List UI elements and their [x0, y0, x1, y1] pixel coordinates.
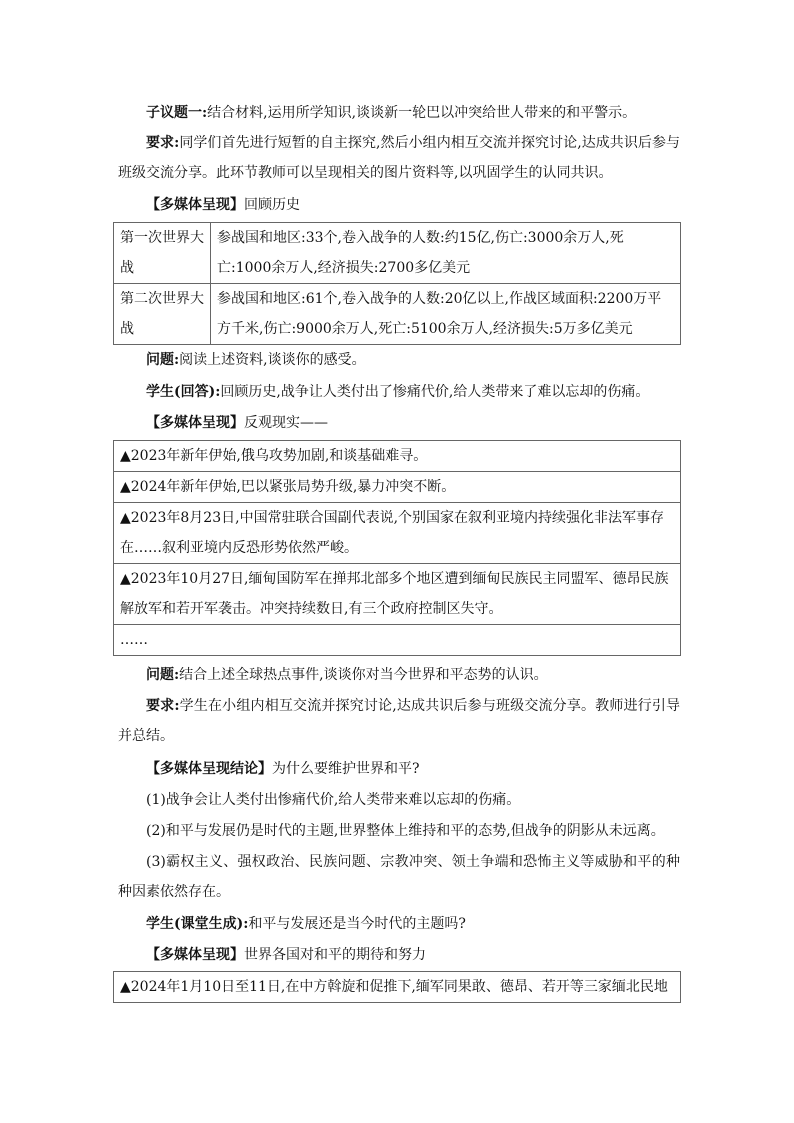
requirement-2-text: 学生在小组内相互交流并探究讨论,达成共识后参与班级交流分享。教师进行引导并总结。 — [118, 698, 681, 744]
news-item: …… — [114, 625, 681, 656]
conclusion-item: (2)和平与发展仍是时代的主题,世界整体上维持和平的态势,但战争的阴影从未远离。 — [146, 823, 665, 839]
topic-1 — [118, 98, 680, 128]
table-row — [114, 503, 681, 564]
peace-efforts-table — [113, 971, 681, 1003]
requirement-1-label: 要求: — [146, 135, 180, 151]
student-answer-1-text: 回顾历史,战争让人类付出了惨痛代价,给人类带来了难以忘却的伤痛。 — [220, 384, 650, 400]
peace-effort-item: ▲2024年1月10日至11日,在中方斡旋和促推下,缅军同果敢、德昂、若开等三家缅北民地 — [114, 972, 681, 1003]
history-table — [113, 222, 681, 345]
table-row — [114, 223, 681, 284]
requirement-2-label: 要求: — [146, 698, 180, 714]
media-heading-1 — [146, 190, 300, 220]
student-answer-2 — [118, 909, 680, 939]
news-item: ▲2024年新年伊始,巴以紧张局势升级,暴力冲突不断。 — [114, 472, 681, 503]
news-item: ▲2023年8月23日,中国常驻联合国副代表说,个别国家在叙利亚境内持续强化非法军事存在……叙利亚境内反恐形势依然严峻。 — [114, 503, 681, 564]
media-heading-2-tag: 【多媒体呈现】 — [146, 415, 244, 431]
question-2-label: 问题: — [146, 667, 180, 683]
student-answer-1-label: 学生(回答): — [146, 384, 221, 400]
table-row — [114, 441, 681, 472]
media-heading-4 — [146, 940, 426, 970]
media-heading-4-tag: 【多媒体呈现】 — [146, 947, 244, 963]
table-row — [114, 472, 681, 503]
history-table-name: 第一次世界大战 — [114, 223, 211, 284]
table-row — [114, 625, 681, 656]
media-heading-1-text: 回顾历史 — [244, 197, 300, 213]
requirement-1-text: 同学们首先进行短暂的自主探究,然后小组内相互交流并探究讨论,达成共识后参与班级交流分享。此环节教师可以呈现相关的图片资料等,以巩固学生的认同共识。 — [118, 135, 681, 181]
question-2 — [118, 660, 680, 690]
student-answer-1 — [118, 377, 680, 407]
media-heading-2 — [146, 408, 328, 438]
news-item: ▲2023年新年伊始,俄乌攻势加剧,和谈基础难寻。 — [114, 441, 681, 472]
question-1-text: 阅读上述资料,谈谈你的感受。 — [179, 352, 366, 368]
question-1-label: 问题: — [146, 352, 180, 368]
media-heading-3 — [146, 754, 420, 784]
media-heading-4-text: 世界各国对和平的期待和努力 — [244, 947, 426, 963]
requirement-1 — [118, 128, 680, 188]
conclusion-item: (1)战争会让人类付出惨痛代价,给人类带来难以忘却的伤痛。 — [146, 792, 521, 808]
media-heading-1-tag: 【多媒体呈现】 — [146, 197, 244, 213]
question-1 — [118, 345, 680, 375]
news-table — [113, 440, 681, 656]
news-item: ▲2023年10月27日,缅甸国防军在掸邦北部多个地区遭到缅甸民族民主同盟军、德昂民族解放军和若开军袭击。冲突持续数日,有三个政府控制区失守。 — [114, 564, 681, 625]
history-table-detail: 参战国和地区:33个,卷入战争的人数:约15亿,伤亡:3000余万人,死亡:1000余万人,经济损失:2700多亿美元 — [211, 223, 681, 284]
requirement-2 — [118, 691, 680, 751]
topic-1-label: 子议题一: — [146, 105, 208, 121]
history-table-name: 第二次世界大战 — [114, 284, 211, 345]
student-answer-2-text: 和平与发展还是当今时代的主题吗? — [248, 916, 466, 932]
question-2-text: 结合上述全球热点事件,谈谈你对当今世界和平态势的认识。 — [179, 667, 548, 683]
table-row — [114, 972, 681, 1003]
topic-1-text: 结合材料,运用所学知识,谈谈新一轮巴以冲突给世人带来的和平警示。 — [207, 105, 637, 121]
media-heading-3-text: 为什么要维护世界和平? — [272, 761, 420, 777]
table-row — [114, 564, 681, 625]
conclusion-item: (3)霸权主义、强权政治、民族问题、宗教冲突、领土争端和恐怖主义等威胁和平的种种因素依然存在。 — [118, 854, 680, 900]
history-table-detail: 参战国和地区:61个,卷入战争的人数:20亿以上,作战区域面积:2200万平方千米,伤亡:9000余万人,死亡:5100余万人,经济损失:5万多亿美元 — [211, 284, 681, 345]
media-heading-2-text: 反观现实—— — [244, 415, 328, 431]
media-heading-3-tag: 【多媒体呈现结论】 — [146, 761, 272, 777]
student-answer-2-label: 学生(课堂生成): — [146, 916, 249, 932]
table-row — [114, 284, 681, 345]
